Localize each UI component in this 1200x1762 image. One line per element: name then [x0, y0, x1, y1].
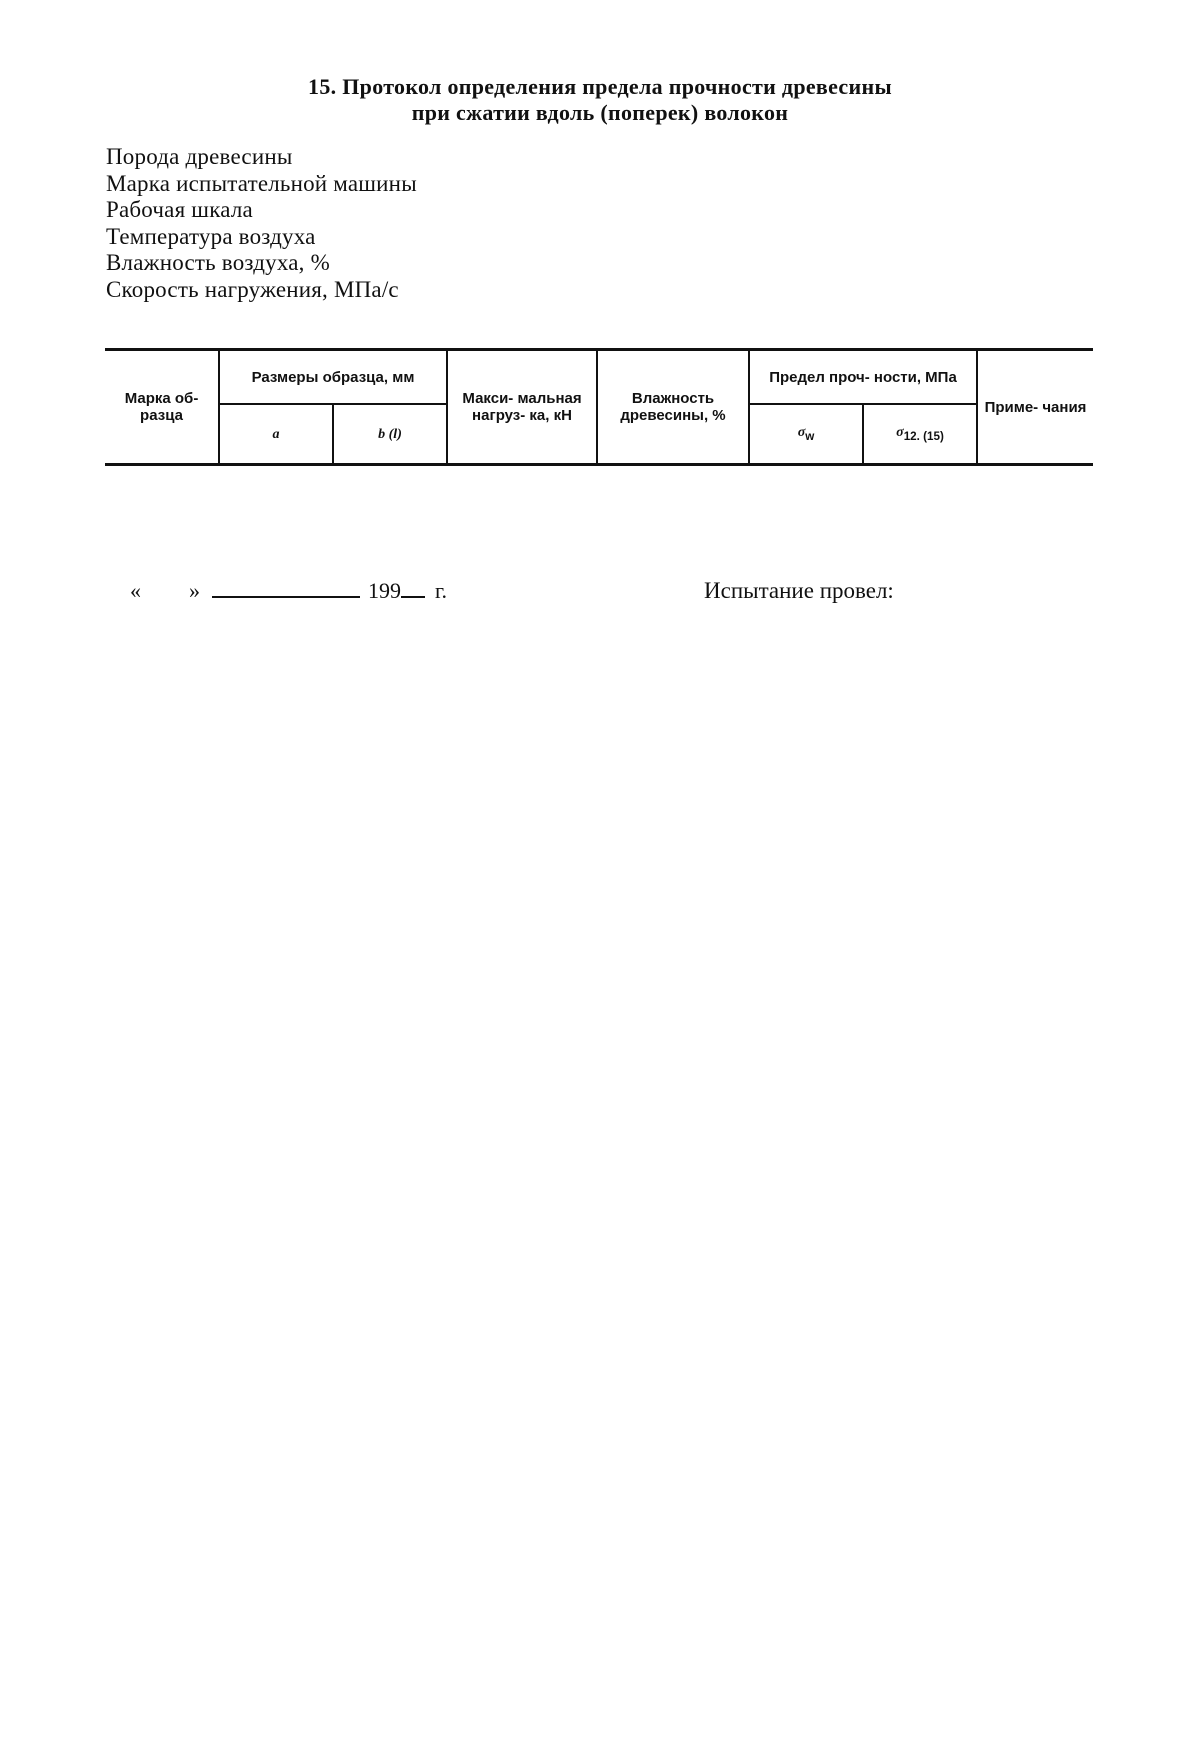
header-sample-mark: Марка об- разца [105, 351, 219, 465]
header-size-a: a [219, 404, 333, 465]
field-air-humidity: Влажность воздуха, % [106, 250, 330, 275]
sigma-12-subscript: 12. (15) [903, 429, 944, 443]
field-wood-species: Порода древесины [106, 144, 293, 169]
sigma-w-subscript: w [805, 429, 815, 443]
header-sample-sizes: Размеры образца, мм [219, 351, 447, 404]
header-wood-moisture: Влажность древесины, % [597, 351, 749, 465]
header-size-b: b (l) [333, 404, 447, 465]
header-sigma-12 [863, 404, 977, 465]
field-air-temperature: Температура воздуха [106, 223, 316, 249]
header-sigma-w [749, 404, 863, 465]
date-line [130, 578, 447, 604]
quote-close: » [189, 578, 200, 603]
sigma-12-symbol: σ [896, 425, 904, 441]
year-blank [401, 595, 425, 598]
header-notes: Приме- чания [977, 351, 1093, 465]
sigma-w-symbol: σ [797, 425, 806, 441]
field-loading-rate: Скорость нагружения, МПа/с [106, 276, 399, 302]
tested-by: Испытание провел: [704, 578, 894, 603]
year-suffix: г. [435, 578, 448, 603]
header-strength-limit: Предел проч- ности, МПа [749, 351, 977, 404]
protocol-fields [106, 144, 417, 303]
title-line-1: 15. Протокол определения предела прочности древесины [308, 74, 892, 99]
header-max-load: Макси- мальная нагруз- ка, кН [447, 351, 597, 465]
results-table [105, 351, 1093, 466]
year-prefix: 199 [368, 578, 401, 603]
document-title [0, 74, 1200, 126]
field-machine-model: Марка испытательной машины [106, 170, 417, 196]
month-blank [212, 595, 360, 598]
quote-open: « [130, 578, 141, 603]
title-line-2: при сжатии вдоль (поперек) волокон [411, 100, 789, 125]
field-working-scale: Рабочая шкала [106, 197, 253, 222]
